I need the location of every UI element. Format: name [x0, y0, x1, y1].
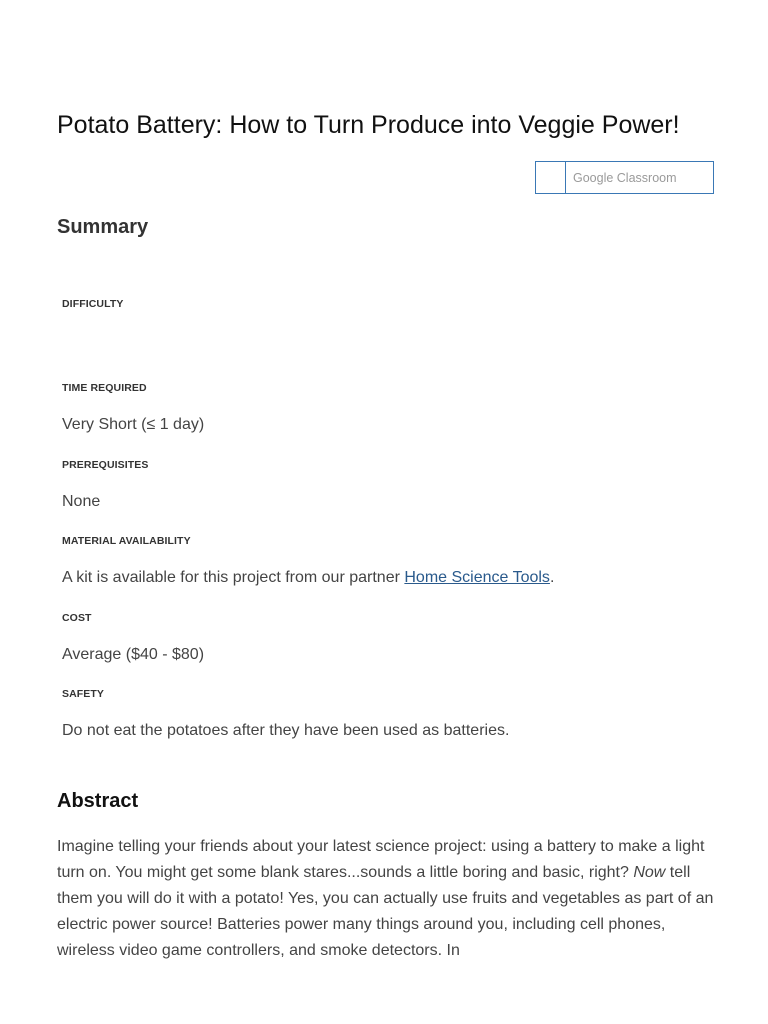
abstract-text-2: tell them you will do it with a potato! Yes, you can actually use fruits and vegetables as part of an electric power source! Batteries power many things around you, including cell phones, wireless video game controllers, and smoke detectors. In — [57, 864, 714, 959]
google-classroom-icon — [536, 162, 566, 193]
abstract-text-1: Imagine telling your friends about your latest science project: using a battery to make a light turn on. You might get some blank stares...sounds a little boring and basic, right? — [57, 838, 705, 881]
abstract-heading: Abstract — [57, 790, 139, 812]
cost-value: Average ($40 - $80) — [62, 646, 205, 663]
safety-value: Do not eat the potatoes after they have been used as batteries. — [62, 722, 510, 739]
abstract-emphasis: Now — [633, 864, 666, 881]
material-availability-label: MATERIAL AVAILABILITY — [62, 535, 191, 547]
material-availability-text: A kit is available for this project from our partner — [62, 569, 405, 586]
page-title: Potato Battery: How to Turn Produce into Veggie Power! — [57, 111, 680, 139]
google-classroom-label: Google Classroom — [573, 170, 677, 185]
home-science-tools-link[interactable]: Home Science Tools — [404, 569, 550, 586]
summary-heading: Summary — [57, 216, 149, 238]
cost-label: COST — [62, 612, 92, 624]
time-required-value: Very Short (≤ 1 day) — [62, 416, 205, 433]
safety-label: SAFETY — [62, 688, 105, 700]
material-availability-value — [62, 569, 554, 587]
abstract-body — [57, 834, 717, 964]
material-availability-end: . — [549, 569, 555, 586]
google-classroom-button[interactable] — [535, 161, 714, 194]
time-required-label: TIME REQUIRED — [62, 382, 147, 394]
prerequisites-value: None — [62, 493, 101, 510]
difficulty-label: DIFFICULTY — [62, 298, 124, 310]
prerequisites-label: PREREQUISITES — [62, 459, 149, 471]
